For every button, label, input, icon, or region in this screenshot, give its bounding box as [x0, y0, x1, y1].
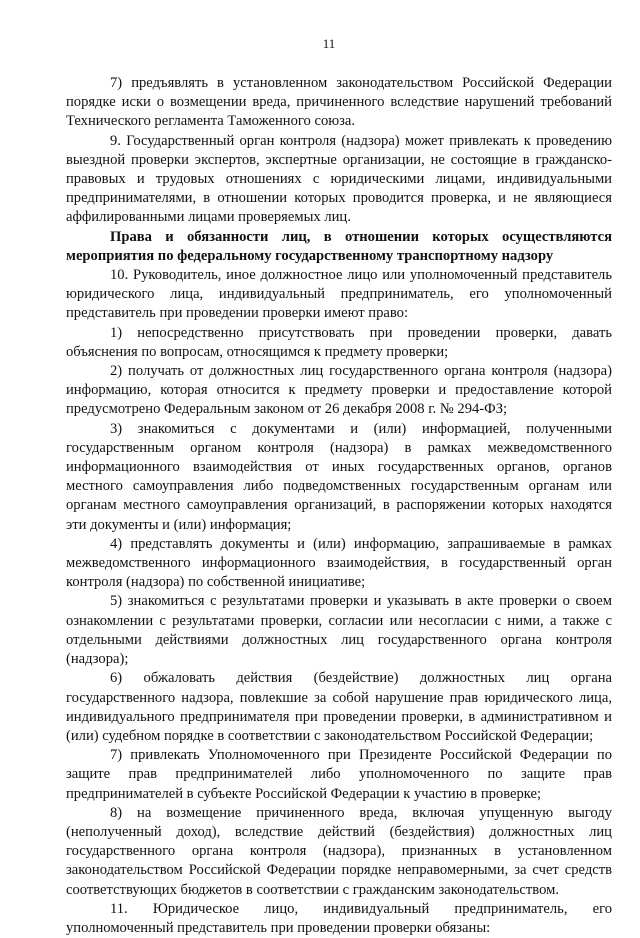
- right-item-8: 8) на возмещение причиненного вреда, включая упущенную выгоду (неполученный доход), вследствие действий (бездействия) должностных лиц государственного органа контроля (надзора), признанных в установленном законодательством Российской Федерации порядке неправомерными, за счет средств соответствующих бюджетов в соответствии с гражданским законодательством.: [66, 804, 612, 898]
- paragraph-9-experts: 9. Государственный орган контроля (надзора) может привлекать к проведению выездной проверки экспертов, экспертные организации, не состоящие в гражданско-правовых и трудовых отношениях с юридическими лицами, индивидуальными предпринимателями, в отношении которых проводится проверка, и не являющиеся аффилированными лицами проверяемых лиц.: [66, 132, 612, 226]
- paragraph-10-rights-intro: 10. Руководитель, иное должностное лицо или уполномоченный представитель юридического лица, индивидуальный предприниматель, его уполномоченный представитель при проведении проверки имеют право:: [66, 267, 612, 322]
- right-item-6: 6) обжаловать действия (бездействие) должностных лиц органа государственного надзора, повлекшие за собой нарушение прав юридического лица, индивидуального предпринимателя при проведении проверки, в административном и (или) судебном порядке в соответствии с законодательством Российской Федерации;: [66, 670, 612, 744]
- right-item-1: 1) непосредственно присутствовать при проведении проверки, давать объяснения по вопросам, относящимся к предмету проверки;: [66, 324, 612, 360]
- paragraph-item-7-claims: 7) предъявлять в установленном законодательством Российской Федерации порядке иски о возмещении вреда, причиненного вследствие нарушений требований Технического регламента Таможенного союза.: [66, 75, 612, 130]
- right-item-3: 3) знакомиться с документами и (или) информацией, полученными государственным органом контроля (надзора) в рамках межведомственного информационного взаимодействия от иных государственных органов, органов местного самоуправления либо подведомственных государственным органам или органам местного самоуправления организаций, в распоряжении которых находятся эти документы и (или) информация;: [66, 420, 612, 533]
- right-item-7: 7) привлекать Уполномоченного при Президенте Российской Федерации по защите прав предпринимателей либо уполномоченного по защите прав предпринимателей в субъекте Российской Федерации к участию в проверке;: [66, 747, 612, 802]
- right-item-4: 4) представлять документы и (или) информацию, запрашиваемые в рамках межведомственного информационного взаимодействия, в государственный орган контроля (надзора) по собственной инициативе;: [66, 535, 612, 591]
- page-number: 11: [322, 36, 336, 51]
- section-heading-rights-and-duties: Права и обязанности лиц, в отношении которых осуществляются мероприятия по федеральному государственному транспортному надзору: [66, 228, 612, 264]
- right-item-5: 5) знакомиться с результатами проверки и указывать в акте проверки о своем ознакомлении с результатами проверки, согласии или несогласии с ними, а также с отдельными действиями должностных лиц государственного органа контроля (надзора);: [66, 593, 612, 668]
- right-item-2: 2) получать от должностных лиц государственного органа контроля (надзора) информацию, которая относится к предмету проверки и предоставление которой предусмотрено Федеральным законом от 26 декабря 2008 г. № 294-ФЗ;: [66, 363, 612, 418]
- paragraph-11-obligations-intro: 11. Юридическое лицо, индивидуальный предприниматель, его уполномоченный представитель при проведении проверки обязаны:: [66, 900, 612, 936]
